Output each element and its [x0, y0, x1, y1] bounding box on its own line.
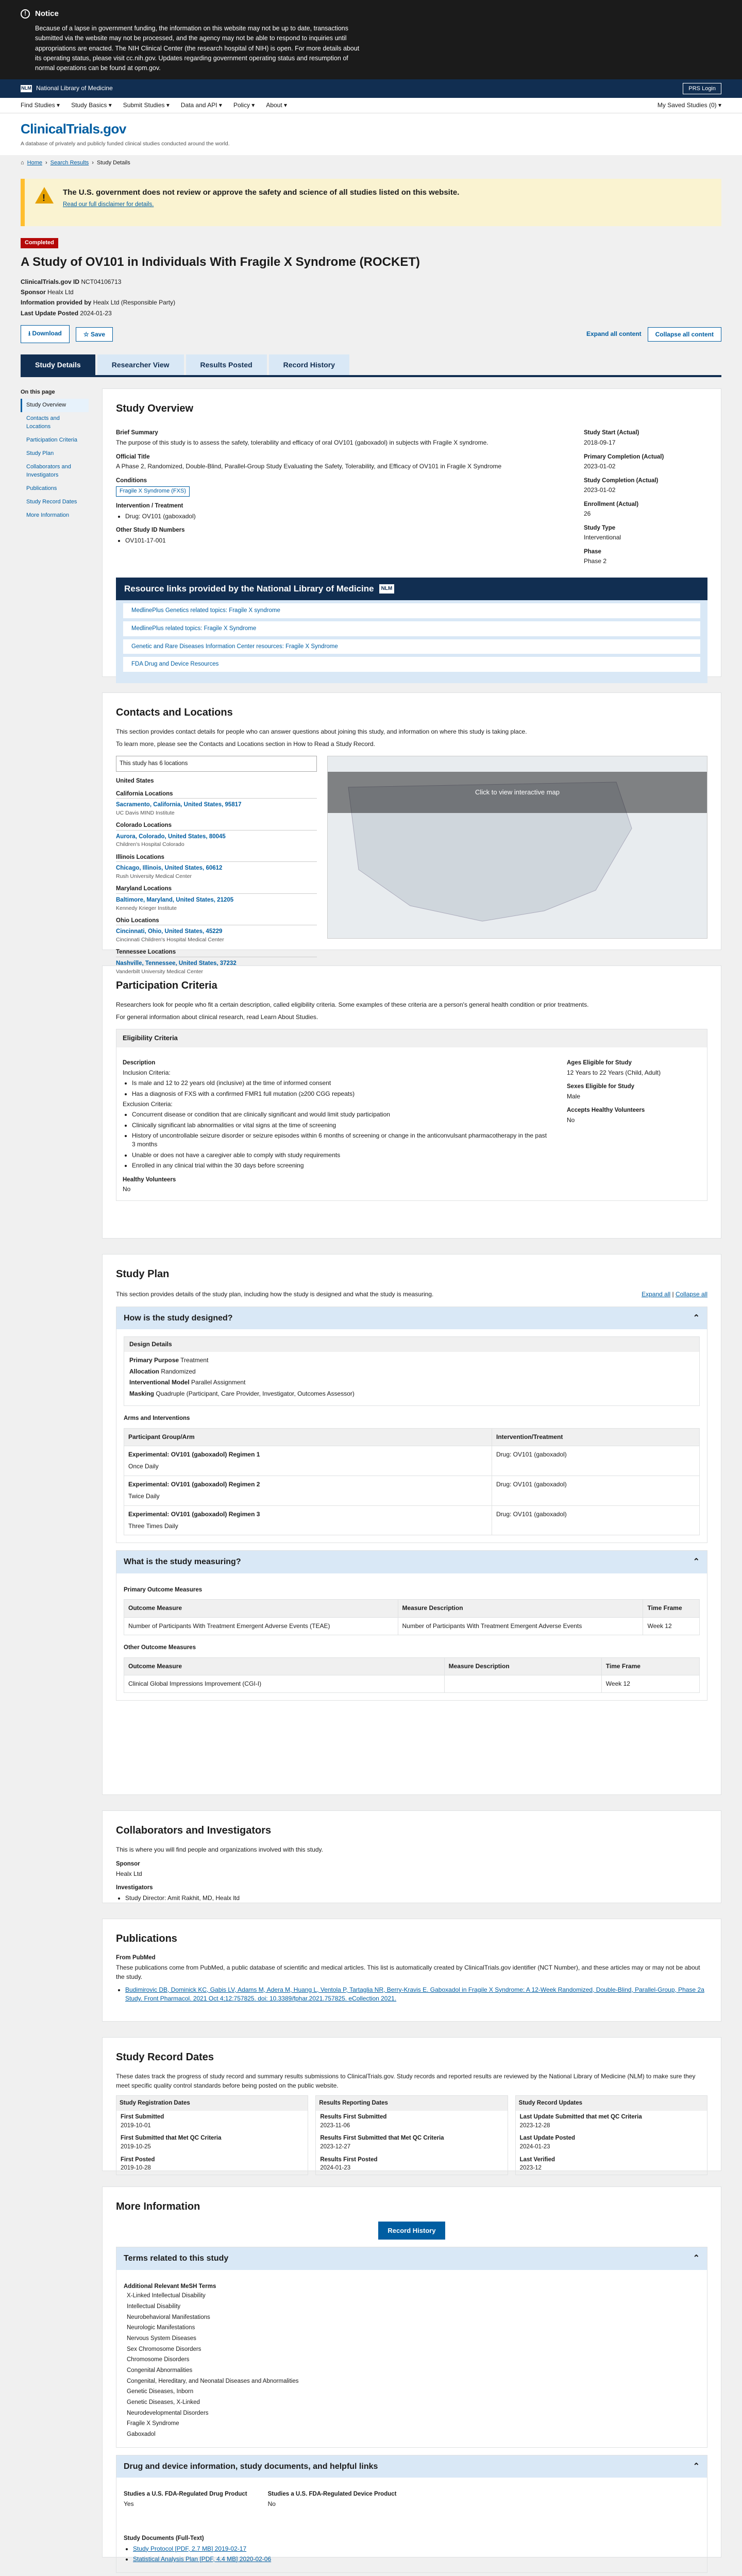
nlm-icon: NLM — [21, 85, 32, 92]
arm-name: Experimental: OV101 (gaboxadol) Regimen 1 — [128, 1451, 260, 1459]
date-item — [116, 2132, 308, 2153]
design-row — [129, 1367, 694, 1376]
chevron-up-icon: ⌃ — [693, 2254, 700, 2263]
outcome-cell: Week 12 — [601, 1675, 699, 1693]
sidenav-item[interactable]: Participation Criteria — [26, 437, 78, 444]
page-sidenav: On this page Study Overview Contacts and Locations Participation Criteria Study Plan Collaborators and Investigators Publications Study Record Dates More Information — [21, 388, 89, 2573]
tab-results-posted[interactable]: Results Posted — [186, 354, 267, 375]
arms-table: Participant Group/Arm Intervention/Treatment Experimental: OV101 (gaboxadol) Regimen 1 Once Daily Drug: OV101 (gaboxadol) Experimental: OV101 (gaboxadol) Regimen 2 Twice Daily Drug: OV101 (gaboxadol) Experimental: OV101 (gaboxadol) Regimen 3 Three Times Daily Drug: OV101 (gaboxadol) — [124, 1428, 700, 1536]
contacts-section: Contacts and Locations This section provides contact details for people who can answer questions about joining this study, and information on where this study is taking place. To learn more, please see the Contacts and Locations section in How to Read a Study Record. This study has 6 locations United States California Locations Sacramento, California, United States, 95817 UC Davis MIND Institute Colorado Locations Aurora, Colorado, United States, 80045 Children's Hospital Colorado Illinois Locations Chicago, Illinois, United States, 60612 Rush University Medical Center Maryland Locations Baltimore, Maryland, United States, 21205 Kennedy Krieger Institute Ohio Locations Cincinnati, Ohio, United States, 45229 Cincinnati Children's Hospital Medical Center Tennessee Locations Nashville, Tennessee, United States, 37232 Vanderbilt University Medical Center Click to view interactive map — [102, 692, 721, 950]
mesh-term: Intellectual Disability — [127, 2303, 181, 2310]
table-row — [124, 1675, 700, 1693]
primary-outcomes-table: Outcome Measure Measure Description Time Frame Number of Participants With Treatment Emergent Adverse Events (TEAE) Number of Participants With Treatment Emergent Adverse Events Week 12 — [124, 1599, 700, 1635]
location-state: Illinois Locations — [116, 853, 317, 862]
other-id: • OV101-17-001 — [125, 536, 563, 545]
exclusion-item: • Clinically significant lab abnormalities or vital signs at the time of screening — [132, 1121, 551, 1130]
publication-link[interactable]: Budimirovic DB, Dominick KC, Gabis LV, Adams M, Adera M, Huang L, Ventola P, Tartaglia NR, Berry-Kravis E. Gaboxadol in Fragile X Syndrome: A 12-Week Randomized, Double-Blind, Parallel-Group, Phase 2a Study. Front Pharmacol. 2021 Oct 4;12:757825. doi: 10.3389/fphar.2021.757825. eCollection 2021. — [125, 1986, 704, 2003]
design-value: Treatment — [180, 1357, 209, 1364]
design-value: Randomized — [161, 1367, 196, 1375]
menu-item[interactable]: Study Basics ▾ — [71, 101, 112, 109]
mesh-term: Fragile X Syndrome — [127, 2420, 179, 2427]
mesh-term: Genetic Diseases, Inborn — [127, 2388, 194, 2395]
location-count: This study has 6 locations — [116, 756, 317, 772]
study-header: Completed A Study of OV101 in Individuals With Fragile X Syndrome (ROCKET) ClinicalTrials.gov ID NCT04106713 Sponsor Healx Ltd Information provided by Healx Ltd (Responsible Party) Last Update Posted 2024-01-23 ⭳ Download ☆ Save Expand all content Collapse all content — [0, 233, 742, 343]
sidenav-item[interactable]: More Information — [26, 512, 70, 518]
tab-researcher-view[interactable]: Researcher View — [97, 354, 184, 375]
location-state: California Locations — [116, 790, 317, 799]
document-item — [133, 2555, 700, 2564]
date-label: Results First Submitted — [320, 2113, 387, 2120]
mesh-term: Nervous System Diseases — [127, 2335, 196, 2342]
sidenav-item[interactable]: Study Plan — [26, 450, 54, 457]
nlm-resources-box: Resource links provided by the National Library of Medicine NLM MedlinePlus Genetics related topics: Fragile X syndrome MedlinePlus related topics: Fragile X Syndrome Genetic and Rare Diseases Information Center resources: Fragile X Syndrome FDA Drug and Device Resources — [116, 578, 707, 683]
prs-login-button[interactable]: PRS Login — [683, 83, 721, 94]
location-site: UC Davis MIND Institute — [116, 809, 175, 816]
date-value: 2024-01-23 — [320, 2165, 351, 2172]
arm-name: Experimental: OV101 (gaboxadol) Regimen 3 — [128, 1510, 260, 1518]
menu-item[interactable]: Policy ▾ — [233, 101, 255, 109]
mesh-term: Neurologic Manifestations — [127, 2325, 195, 2331]
study-title: A Study of OV101 in Individuals With Fragile X Syndrome (ROCKET) — [21, 255, 420, 269]
outcome-cell — [444, 1675, 601, 1693]
design-row — [129, 1389, 694, 1398]
location-name[interactable]: Chicago, Illinois, United States, 60612 — [116, 865, 223, 872]
location-state: Tennessee Locations — [116, 948, 317, 957]
breadcrumb: ⌂ Home › Search Results › Study Details — [0, 155, 742, 172]
sidenav-item[interactable]: Contacts and Locations — [26, 415, 60, 430]
date-value: 2019-10-28 — [121, 2165, 151, 2172]
table-row — [124, 1617, 700, 1635]
date-label: Last Update Submitted that met QC Criteria — [519, 2113, 642, 2120]
site-tagline: A database of privately and publicly funded clinical studies conducted around the world. — [21, 140, 230, 147]
date-value: 2023-11-06 — [320, 2122, 350, 2129]
drug-info-accordion: Drug and device information, study documents, and helpful links ⌃ Studies a U.S. FDA-Regulated Drug Product Yes Studies a U.S. FDA-Regulated Device Product No Study Documents (Full-Text) • Study Protocol [PDF, 2.7 MB] 2019-02-17 • Statistical Analysis Plan [PDF, 4.4 MB] 2020-02-06 — [116, 2455, 707, 2573]
date-item — [516, 2132, 707, 2153]
disclaimer-link[interactable]: Read our full disclaimer for details. — [63, 201, 154, 208]
date-item — [316, 2132, 507, 2153]
date-item — [316, 2154, 507, 2175]
design-value: Quadruple (Participant, Care Provider, Investigator, Outcomes Assessor) — [156, 1389, 355, 1397]
sidenav-item[interactable]: Publications — [26, 485, 57, 492]
participation-section: Participation Criteria Researchers look for people who fit a certain description, called eligibility criteria. Some examples of these criteria are a person's general health condition or prior treatments. For general information about clinical research, read Learn About Studies. Eligibility Criteria Description Inclusion Criteria: • Is male and 12 to 22 years old (inclusive) at the time of informed consent • Has a diagnosis of FXS with a confirmed FMR1 full mutation (≥200 CGG repeats) Exclusion Criteria: • Concurrent disease or condition that are clinically significant and would limit study participation • Clinically significant lab abnormalities or vital signs at the time of screening • History of uncontrollable seizure disorder or seizure episodes within 6 months of screening or change in the anticonvulsant pharmacotherapy in the past 3 months • Unable or does not have a caregiver able to comply with study requirements • Enrolled in any clinical trial within the 30 days before screening Healthy Volunteers No Ages Eligible for Study 12 Years to 22 Years (Child, Adult) Sexes Eligible for Study Male Accepts Healthy Volunteers No — [102, 965, 721, 1239]
sponsor-value: Healx Ltd — [47, 288, 74, 296]
breadcrumb-search[interactable]: Search Results — [50, 159, 89, 166]
study-overview-section: Study Overview Brief Summary The purpose of this study is to assess the safety, tolerability and efficacy of oral OV101 (gaboxadol) in subjects with Fragile X syndrome. Official Title A Phase 2, Randomized, Double-Blind, Parallel-Group Study Evaluating the Safety, Tolerability, and Efficacy of OV101 in Fragile X Syndrome Conditions Fragile X Syndrome (FXS) Intervention / Treatment • Drug: OV101 (gaboxadol) Other Study ID Numbers • OV101-17-001 Study Start (Actual) 2018-09-17 Primary Completion (Actual) 2023-01-02 Study Completion (Actual) 2023-01-02 Enrollment (Actual) 26 Study Type Interventional Phase Phase 2 Resource links provided by the National Library of Medicine NLM MedlinePlus Genetics related topics: Fragile X syndrome MedlinePlus related topics: Fragile X Syndrome Genetic and Rare Diseases Information Center resources: Fragile X Syndrome FDA Drug and Device Resources — [102, 388, 721, 677]
date-value: 2024-01-23 — [519, 2143, 550, 2150]
date-value: 2019-10-01 — [121, 2122, 151, 2129]
design-label: Masking — [129, 1389, 155, 1397]
nlm-icon: NLM — [379, 584, 395, 594]
notice-title: Notice — [35, 9, 59, 18]
table-row — [124, 1476, 700, 1505]
publications-section: Publications From PubMed These publications come from PubMed, a public database of scientific and medical articles. This list is automatically created by ClinicalTrials.gov identifier (NCT Number), and these articles may or may not be about the study. • Budimirovic DB, Dominick KC, Gabis LV, Adams M, Adera M, Huang L, Ventola P, Tartaglia NR, Berry-Kravis E. Gaboxadol in Fragile X Syndrome: A 12-Week Randomized, Double-Blind, Parallel-Group, Phase 2a Study. Front Pharmacol. 2021 Oct 4;12:757825. doi: 10.3389/fphar.2021.757825. eCollection 2021. — [102, 1919, 721, 2022]
status-badge: Completed — [21, 238, 58, 248]
sidenav-item[interactable]: Collaborators and Investigators — [26, 464, 71, 478]
location-site: Cincinnati Children's Hospital Medical Center — [116, 937, 224, 943]
arm-cell — [124, 1476, 492, 1505]
condition-tag[interactable]: Fragile X Syndrome (FXS) — [116, 486, 190, 497]
expand-all-button[interactable]: Expand all content — [586, 330, 642, 337]
date-value: 2019-10-25 — [121, 2143, 151, 2150]
date-value: 2023-12-28 — [519, 2122, 550, 2129]
inclusion-item: • Is male and 12 to 22 years old (inclusive) at the time of informed consent — [132, 1079, 551, 1088]
locations-map[interactable] — [327, 756, 707, 939]
outcome-cell: Clinical Global Impressions Improvement (CGI-I) — [124, 1675, 445, 1693]
date-item — [316, 2111, 507, 2132]
record-history-button[interactable]: Record History — [378, 2222, 445, 2240]
document-link[interactable]: Statistical Analysis Plan [PDF, 4.4 MB] 2020-02-06 — [133, 2555, 272, 2563]
collaborators-section: Collaborators and Investigators This is where you will find people and organizations involved with this study. Sponsor Healx Ltd Investigators • Study Director: Amit Rakhit, MD, Healx ltd — [102, 1810, 721, 1903]
design-row — [129, 1378, 694, 1387]
date-value: 2023-12 — [519, 2165, 542, 2172]
location-site: Children's Hospital Colorado — [116, 841, 184, 848]
location-state: Colorado Locations — [116, 821, 317, 831]
menu-item[interactable]: Submit Studies ▾ — [123, 101, 170, 109]
menu-item[interactable]: About ▾ — [266, 101, 288, 109]
save-button[interactable]: ☆ Save — [76, 327, 113, 342]
table-row — [124, 1505, 700, 1535]
breadcrumb-home[interactable]: Home — [27, 159, 42, 166]
exclusion-item: • Concurrent disease or condition that are clinically significant and would limit study participation — [132, 1110, 551, 1119]
alert-triangle-icon — [35, 187, 54, 204]
arm-cell — [124, 1446, 492, 1476]
date-label: Results First Submitted that Met QC Criteria — [320, 2135, 444, 2142]
date-label: Last Verified — [519, 2156, 555, 2163]
design-accordion: How is the study designed? ⌃ Design Details Primary Purpose Treatment Allocation Randomized Interventional Model Parallel Assignment Masking Quadruple (Participant, Care Provider, Investigator, Outcomes Assessor) Arms and Interventions Participant Group/Arm Intervention/Treatment Experimental: OV101 (gaboxadol) Regimen 1 Once Daily Drug: OV101 (gaboxadol) Experimental: OV101 (gaboxadol) Regimen 2 Twice Daily Drug: OV101 (gaboxadol) Experimental: OV101 (gaboxadol) Regimen 3 Three Times Daily Drug: OV101 (gaboxadol) — [116, 1307, 707, 1544]
date-item — [116, 2111, 308, 2132]
measures-accordion: What is the study measuring? ⌃ Primary Outcome Measures Outcome Measure Measure Description Time Frame Number of Participants With Treatment Emergent Adverse Events (TEAE) Number of Participants With Treatment Emergent Adverse Events Week 12 Other Outcome Measures Outcome Measure Measure Description Time Frame Clinical Global Impressions Improvement (CGI-I) Week 12 — [116, 1550, 707, 1701]
date-item — [516, 2111, 707, 2132]
design-row — [129, 1356, 694, 1365]
map-overlay[interactable]: Click to view interactive map — [328, 772, 707, 813]
chevron-up-icon: ⌃ — [693, 1557, 700, 1567]
mesh-term: Congenital Abnormalities — [127, 2367, 193, 2374]
location-state: Maryland Locations — [116, 885, 317, 894]
arm-desc: Twice Daily — [128, 1493, 160, 1500]
notice-banner — [0, 0, 742, 79]
table-row — [124, 1446, 700, 1476]
location-state: Ohio Locations — [116, 917, 317, 926]
mesh-term: Congenital, Hereditary, and Neonatal Diseases and Abnormalities — [127, 2378, 299, 2384]
sidenav-item[interactable]: Study Overview — [21, 399, 89, 412]
mesh-term: Gaboxadol — [127, 2431, 156, 2438]
location-site: Vanderbilt University Medical Center — [116, 968, 204, 975]
mesh-term: Genetic Diseases, X-Linked — [127, 2399, 200, 2406]
resource-link[interactable]: Genetic and Rare Diseases Information Center resources: Fragile X Syndrome — [123, 639, 700, 654]
tab-record-history[interactable]: Record History — [269, 354, 349, 375]
document-link[interactable]: Study Protocol [PDF, 2.7 MB] 2019-02-17 — [133, 2545, 247, 2552]
eligibility-box: Eligibility Criteria Description Inclusion Criteria: • Is male and 12 to 22 years old (inclusive) at the time of informed consent • Has a diagnosis of FXS with a confirmed FMR1 full mutation (≥200 CGG repeats) Exclusion Criteria: • Concurrent disease or condition that are clinically significant and would limit study participation • Clinically significant lab abnormalities or vital signs at the time of screening • History of uncontrollable seizure disorder or seizure episodes within 6 months of screening or change in the anticonvulsant pharmacotherapy in the past 3 months • Unable or does not have a caregiver able to comply with study requirements • Enrolled in any clinical trial within the 30 days before screening Healthy Volunteers No Ages Eligible for Study 12 Years to 22 Years (Child, Adult) Sexes Eligible for Study Male Accepts Healthy Volunteers No — [116, 1029, 707, 1200]
study-plan-section: Study Plan This section provides details of the study plan, including how the study is designed and what the study is measuring. Expand all | Collapse all How is the study designed? ⌃ Design Details Primary Purpose Treatment Allocation Randomized Interventional Model Parallel Assignment Masking Quadruple (Participant, Care Provider, Investigator, Outcomes Assessor) Arms and Interventions Participant Group/Arm Intervention/Treatment Experimental: OV101 (gaboxadol) Regimen 1 Once Daily Drug: OV101 (gaboxadol) Experimental: OV101 (gaboxadol) Regimen 2 Twice Daily Drug: OV101 (gaboxadol) Experimental: OV101 (gaboxadol) Regimen 3 Three Times Daily Drug: OV101 (gaboxadol) What is the study measuring? ⌃ Primary Outcome Measures Outcome Measure Measure Description Time Frame Number of Participants With Treatment Emergent Adverse Events (TEAE) Number of Participants With Treatment Emergent Adverse Events Week 12 Other Outcome Measures Outcome Measure Measure Description Time Frame Clinical Global Impressions Improvement (CGI-I) Week 12 — [102, 1254, 721, 1795]
date-label: First Submitted that Met QC Criteria — [121, 2135, 222, 2142]
inclusion-item: • Has a diagnosis of FXS with a confirmed FMR1 full mutation (≥200 CGG repeats) — [132, 1090, 551, 1098]
record-dates-section: Study Record Dates These dates track the progress of study record and summary results submissions to ClinicalTrials.gov. Study records and reported results are reviewed by the National Library of Medicine (NLM) to make sure they meet specific quality control standards before being posted on the public website. Study Registration Dates First Submitted 2019-10-01 First Submitted that Met QC Criteria 2019-10-25 First Posted 2019-10-28 Results Reporting Dates Results First Submitted 2023-11-06 Results First Submitted that Met QC Criteria 2023-12-27 Results First Posted 2024-01-23 Study Record Updates Last Update Submitted that met QC Criteria 2023-12-28 Last Update Posted 2024-01-23 Last Verified 2023-12 — [102, 2037, 721, 2171]
document-item — [133, 2545, 700, 2553]
arm-desc: Three Times Daily — [128, 1522, 178, 1530]
other-outcomes-table: Outcome Measure Measure Description Time Frame Clinical Global Impressions Improvement (CGI-I) Week 12 — [124, 1657, 700, 1693]
download-icon: ⭳ — [28, 330, 32, 337]
save-icon: ☆ — [83, 330, 91, 338]
saved-studies-link[interactable]: My Saved Studies (0) ▾ — [657, 101, 721, 109]
notice-text: Because of a lapse in government funding, the information on this website may not be up to date, transactions submitted via the website may not be processed, and the agency may not be able to respond to inquiries until appropriations are enacted. The NIH Clinical Center (the research hospital of NIH) is open. For more details about its operating status, please visit cc.nih.gov. Updates regarding government operating status and resumption of normal operations can be found at opm.gov. — [35, 24, 360, 72]
date-item — [516, 2154, 707, 2175]
chevron-up-icon: ⌃ — [693, 1313, 700, 1323]
disclaimer-alert — [21, 179, 721, 226]
outcome-cell: Week 12 — [643, 1617, 700, 1635]
date-label: First Submitted — [121, 2113, 164, 2120]
dates-column-title: Study Record Updates — [516, 2096, 707, 2111]
location-name[interactable]: Aurora, Colorado, United States, 80045 — [116, 833, 226, 840]
nct-id: NCT04106713 — [81, 278, 122, 285]
sidenav-item[interactable]: Study Record Dates — [26, 498, 77, 505]
collapse-all-link[interactable]: Collapse all — [675, 1291, 707, 1298]
design-label: Primary Purpose — [129, 1357, 179, 1364]
terms-accordion: Terms related to this study ⌃ Additional Relevant MeSH Terms X-Linked Intellectual Disability Intellectual Disability Neurobehavioral Manifestations Neurologic Manifestations Nervous System Diseases Sex Chromosome Disorders Chromosome Disorders Congenital Abnormalities Congenital, Hereditary, and Neonatal Diseases and Abnormalities Genetic Diseases, Inborn Genetic Diseases, X-Linked Neurodevelopmental Disorders Fragile X Syndrome Gaboxadol — [116, 2247, 707, 2447]
nlm-bar — [0, 79, 742, 98]
arm-intervention: Drug: OV101 (gaboxadol) — [492, 1446, 700, 1476]
mesh-term: X-Linked Intellectual Disability — [127, 2293, 206, 2299]
menu-item[interactable]: Find Studies ▾ — [21, 101, 60, 109]
dates-column — [515, 2095, 707, 2175]
resource-link[interactable]: MedlinePlus Genetics related topics: Fragile X syndrome — [123, 603, 700, 618]
breadcrumb-current: Study Details — [96, 159, 130, 166]
date-label: First Posted — [121, 2156, 155, 2163]
site-header — [0, 113, 742, 155]
more-info-section: More Information Record History Terms related to this study ⌃ Additional Relevant MeSH Terms X-Linked Intellectual Disability Intellectual Disability Neurobehavioral Manifestations Neurologic Manifestations Nervous System Diseases Sex Chromosome Disorders Chromosome Disorders Congenital Abnormalities Congenital, Hereditary, and Neonatal Diseases and Abnormalities Genetic Diseases, Inborn Genetic Diseases, X-Linked Neurodevelopmental Disorders Fragile X Syndrome Gaboxadol Drug and device information, study documents, and helpful links ⌃ Studies a U.S. FDA-Regulated Drug Product Yes Studies a U.S. FDA-Regulated Device Product No Study Documents (Full-Text) • Study Protocol [PDF, 2.7 MB] 2019-02-17 • Statistical Analysis Plan [PDF, 4.4 MB] 2020-02-06 — [102, 2187, 721, 2557]
location-name[interactable]: Baltimore, Maryland, United States, 21205 — [116, 896, 234, 903]
main-menu — [0, 98, 742, 113]
location-name[interactable]: Nashville, Tennessee, United States, 37232 — [116, 960, 237, 967]
download-button[interactable]: ⭳ Download — [21, 325, 70, 343]
dates-column — [116, 2095, 308, 2175]
tab-study-details[interactable]: Study Details — [21, 354, 95, 375]
mesh-term: Neurobehavioral Manifestations — [127, 2314, 210, 2320]
design-value: Parallel Assignment — [191, 1379, 246, 1386]
exclusion-item: • Enrolled in any clinical trial within the 30 days before screening — [132, 1161, 551, 1170]
date-value: 2023-12-27 — [320, 2143, 351, 2150]
location-site: Rush University Medical Center — [116, 873, 192, 880]
info-provider: Healx Ltd (Responsible Party) — [93, 299, 176, 307]
study-tabs — [21, 354, 721, 377]
date-item — [116, 2154, 308, 2175]
arm-cell — [124, 1505, 492, 1535]
mesh-term: Chromosome Disorders — [127, 2357, 190, 2363]
menu-item[interactable]: Data and API ▾ — [180, 101, 222, 109]
mesh-term: Sex Chromosome Disorders — [127, 2346, 201, 2352]
intervention-item: • Drug: OV101 (gaboxadol) — [125, 512, 563, 521]
resource-link[interactable]: MedlinePlus related topics: Fragile X Syndrome — [123, 621, 700, 636]
location-name[interactable]: Sacramento, California, United States, 95817 — [116, 802, 242, 808]
section-heading: Study Overview — [116, 403, 194, 415]
site-title[interactable]: ClinicalTrials.gov — [21, 121, 126, 137]
arm-name: Experimental: OV101 (gaboxadol) Regimen 2 — [128, 1480, 260, 1488]
design-label: Allocation — [129, 1367, 160, 1375]
outcome-cell: Number of Participants With Treatment Emergent Adverse Events (TEAE) — [124, 1617, 398, 1635]
exclusion-item: • Unable or does not have a caregiver able to comply with study requirements — [132, 1151, 551, 1160]
date-label: Last Update Posted — [519, 2135, 576, 2142]
date-label: Results First Posted — [320, 2156, 378, 2163]
warning-icon: ! — [21, 9, 30, 19]
collapse-all-button[interactable]: Collapse all content — [648, 327, 721, 342]
location-name[interactable]: Cincinnati, Ohio, United States, 45229 — [116, 928, 223, 935]
arm-intervention: Drug: OV101 (gaboxadol) — [492, 1505, 700, 1535]
nlm-logo[interactable]: NLM National Library of Medicine — [21, 84, 113, 92]
home-icon[interactable]: ⌂ — [21, 159, 24, 166]
last-update: 2024-01-23 — [80, 309, 112, 317]
exclusion-item: • History of uncontrollable seizure disorder or seizure episodes within 6 months of screening or change in the anticonvulsant pharmacotherapy in the past 3 months — [132, 1131, 551, 1149]
outcome-cell: Number of Participants With Treatment Emergent Adverse Events — [398, 1617, 643, 1635]
alert-title: The U.S. government does not review or approve the safety and science of all studies listed on this website. — [63, 188, 460, 197]
mesh-term: Neurodevelopmental Disorders — [127, 2410, 209, 2416]
dates-column-title: Study Registration Dates — [116, 2096, 308, 2111]
expand-all-link[interactable]: Expand all — [642, 1291, 671, 1298]
chevron-up-icon: ⌃ — [693, 2462, 700, 2471]
arm-desc: Once Daily — [128, 1463, 159, 1470]
design-label: Interventional Model — [129, 1379, 190, 1386]
dates-column-title: Results Reporting Dates — [316, 2096, 507, 2111]
arm-intervention: Drug: OV101 (gaboxadol) — [492, 1476, 700, 1505]
dates-column — [315, 2095, 508, 2175]
resource-link[interactable]: FDA Drug and Device Resources — [123, 657, 700, 672]
location-site: Kennedy Krieger Institute — [116, 905, 177, 911]
